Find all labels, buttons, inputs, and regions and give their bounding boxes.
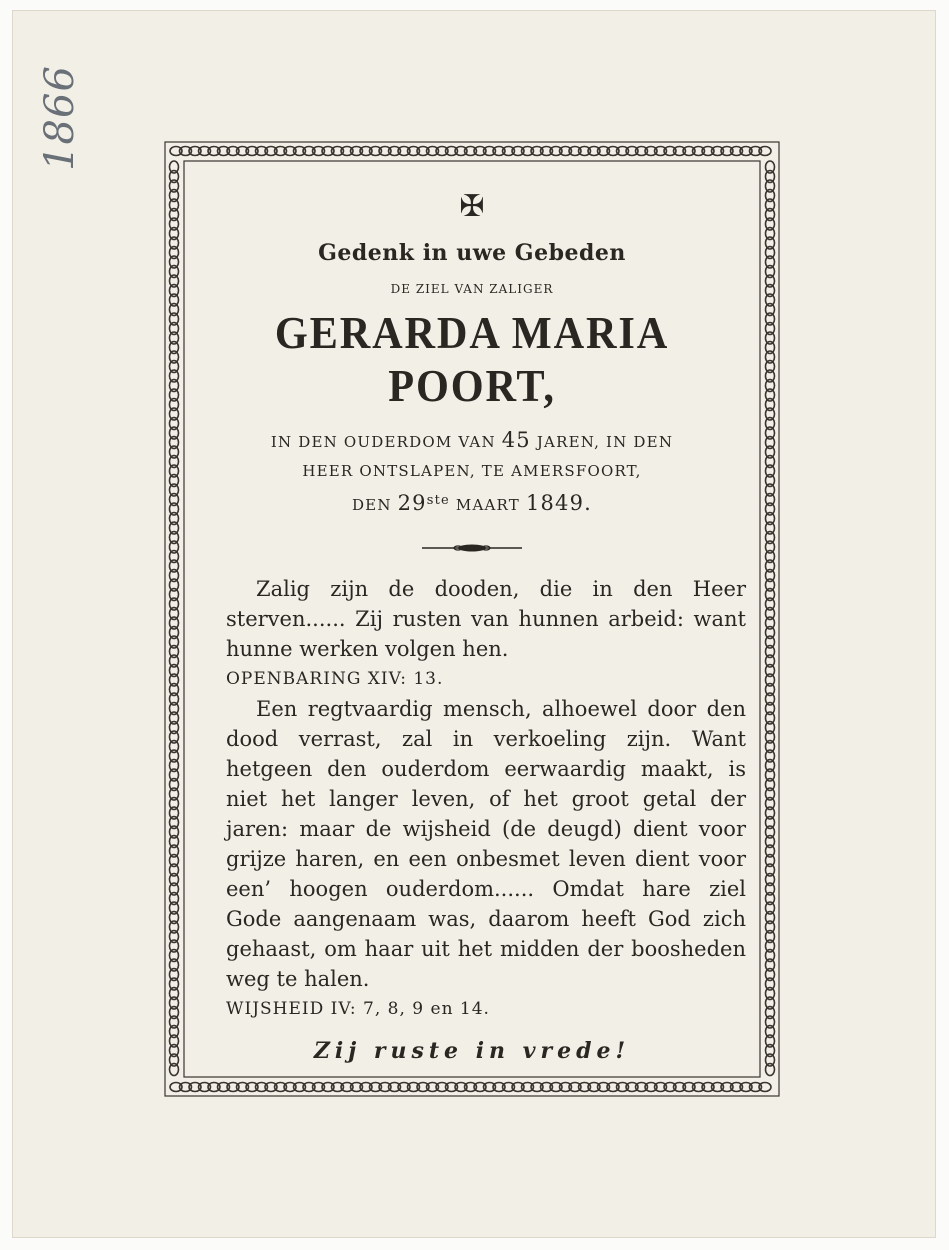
deceased-name: GERARDA MARIA POORT, [274,307,670,411]
death-details-line-1: IN DEN OUDERDOM VAN 45 JAREN, IN DEN [270,428,674,452]
verse-1-reference: OPENBARING XIV: 13. [226,669,444,689]
cross-icon: ✠ [459,189,485,224]
death-details-line-2: HEER ONTSLAPEN, TE AMERSFOORT, [302,462,642,480]
death-details-line-3: DEN 29ste MAART 1849. [351,491,593,515]
divider-ornament-icon [420,542,524,554]
verse-2-reference: WIJSHEID IV: 7, 8, 9 en 14. [226,999,490,1019]
death-day: 29 [397,491,427,515]
verse-1: Zalig zijn de dooden, die in den Heer sterven...... Zij rusten van hunnen arbeid: want hunne werken volgen hen. [226,577,746,661]
card-content [198,172,746,1064]
closing-prayer: Zij ruste in vrede! [313,1038,631,1064]
heading: Gedenk in uwe Gebeden [318,240,626,266]
verse-2: Een regtvaardig mensch, alhoewel door den dood verrast, zal in verkoeling zijn. Want hetgeen den ouderdom eerwaardig maakt, is niet het langer leven, of het groot getal der jaren: maar de wijsheid (de deugd) dient voor grijze haren, en een onbesmet leven dient voor een’ hoogen ouderdom...... Omdat hare ziel Gode aangenaam was, daarom heeft God zich gehaast, om haar uit het midden der boosheden weg te halen. [226,697,746,991]
handwritten-note [18,65,102,171]
death-details [198,426,746,520]
death-year: 1849. [525,491,593,515]
subheading: DE ZIEL VAN ZALIGER [390,282,554,296]
age-value: 45 [501,428,531,452]
handwritten-year: 1866 [37,65,84,171]
bible-verses [198,574,746,1024]
